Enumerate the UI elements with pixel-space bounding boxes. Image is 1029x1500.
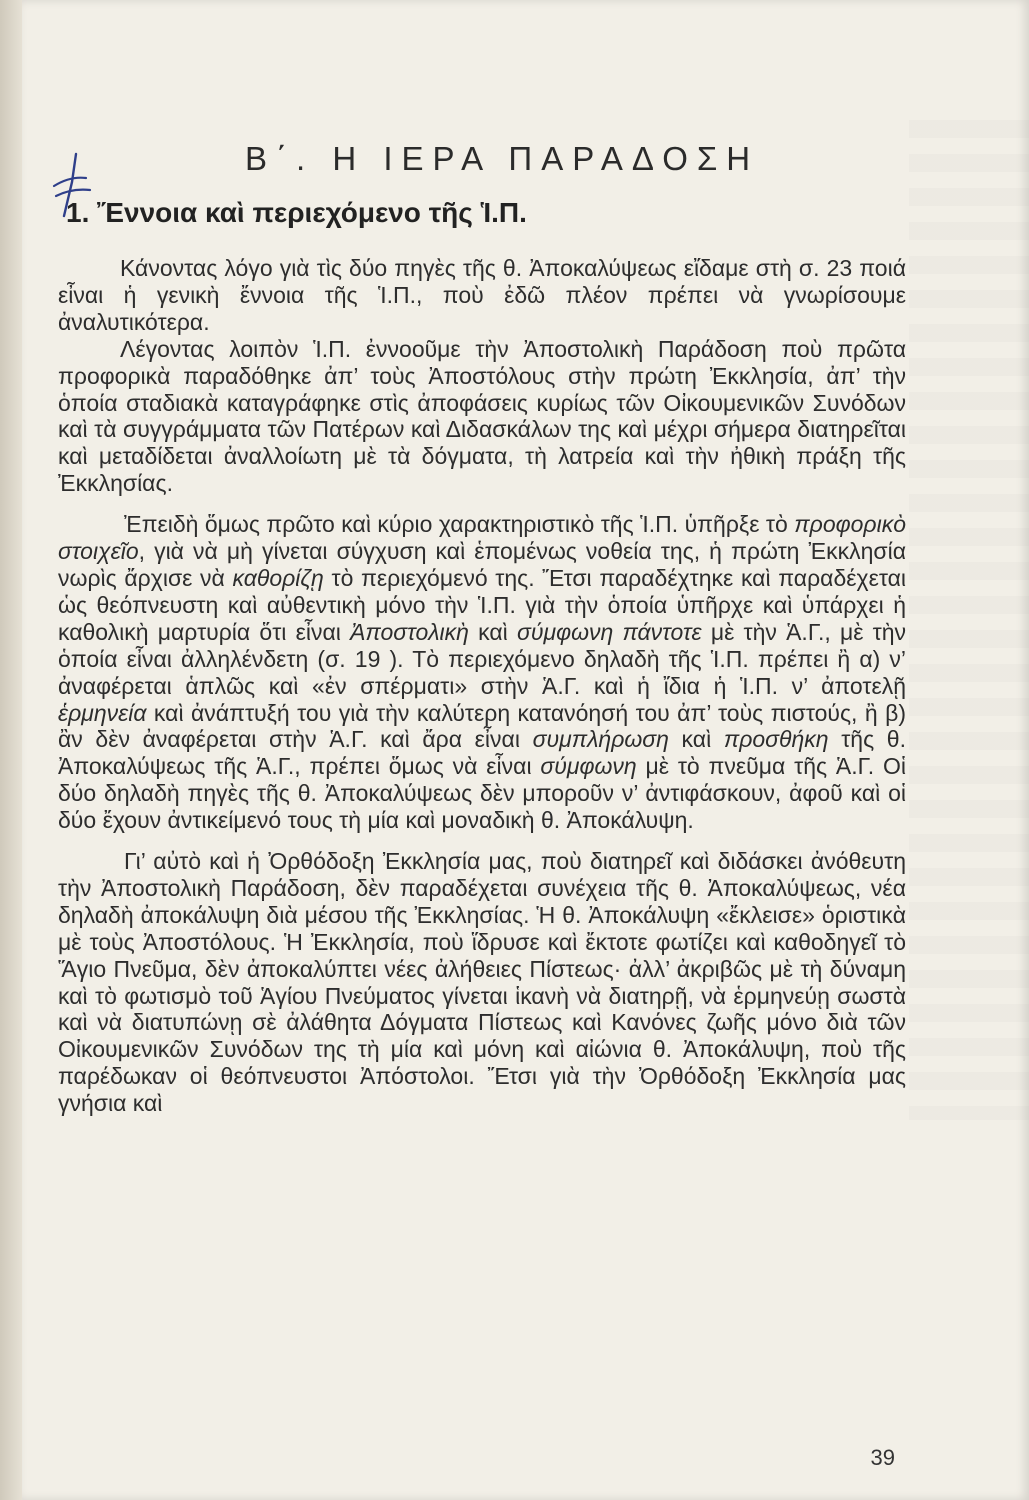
italic-emphasis: συμπλήρωση	[532, 726, 669, 753]
text-run: καὶ	[468, 618, 517, 645]
italic-emphasis: σύμφωνη πάντοτε	[516, 618, 702, 645]
italic-emphasis: προφορικὸ στοιχεῖο	[58, 511, 906, 565]
chapter-title: Β΄. Η ΙΕΡΑ ΠΑΡΑΔΟΣΗ	[245, 140, 760, 177]
text-run: Λέγοντας λοιπὸν Ἱ.Π. ἐννοοῦμε τὴν Ἀποστολικὴ Παράδοση ποὺ πρῶτα προφορικὰ παραδόθηκε ἀπ’ τοὺς Ἀποστόλους στὴν πρώτη Ἐκκλησία, ἀπ’ τὴν ὁποία σταδιακὰ καταγράφηκε στὶς ἀποφάσεις κυρίως τῶν Οἰκουμενικῶν Συνόδων καὶ τὰ συγγράμματα τῶν Πατέρων καὶ Διδασκάλων της καὶ μέχρι σήμερα διατηρεῖται καὶ μεταδίδεται ἀναλλοίωτη μὲ τὰ δόγματα, τὴ λατρεία καὶ τὴν ἠθικὴ πράξη τῆς Ἐκκλησίας.	[58, 335, 906, 497]
text-run: Ἐπειδὴ ὅμως πρῶτο καὶ κύριο χαρακτηριστικὸ τῆς Ἱ.Π. ὑπῆρξε τὸ	[124, 511, 795, 538]
italic-emphasis: Ἀποστολικὴ	[350, 618, 469, 645]
text-run: τῆς θ. Ἀποκαλύψεως τῆς Ἁ.Γ., πρέπει ὅμως νὰ εἶναι	[58, 726, 906, 780]
text-run: , γιὰ νὰ μὴ γίνεται σύγχυση καὶ ἑπομένως νοθεία της, ἡ πρώτη Ἐκκλησία νωρὶς ἄρχισε νὰ	[58, 538, 906, 591]
show-through-text	[909, 120, 1029, 1120]
text-run: καὶ	[668, 726, 724, 753]
italic-emphasis: ἑρμηνεία	[58, 699, 147, 726]
italic-emphasis: καθορίζῃ	[232, 564, 324, 591]
paragraph	[58, 848, 906, 1117]
section-heading: 1. Ἔννοια καὶ περιεχόμενο τῆς Ἱ.Π.	[66, 197, 527, 228]
italic-emphasis: προσθήκη	[723, 726, 829, 753]
body-text	[58, 255, 906, 1117]
text-run: καὶ ἀνάπτυξή του γιὰ τὴν καλύτερη κατανόησή του ἀπ’ τοὺς πιστούς, ἢ β) ἂν δὲν ἀναφέρεται στὴν Ἁ.Γ. καὶ ἄρα εἶναι	[58, 699, 906, 753]
paragraph	[58, 255, 906, 336]
text-run: μὲ τὸ πνεῦμα τῆς Ἁ.Γ. Οἱ δύο δηλαδὴ πηγὲς τῆς θ. Ἀποκαλύψεως δὲν μποροῦν ν’ ἀντιφάσκουν, ἀφοῦ καὶ οἱ δύο ἔχουν ἀντικείμενό τους τὴ μία καὶ μοναδικὴ θ. Ἀποκάλυψη.	[58, 753, 906, 834]
book-gutter	[0, 0, 22, 1500]
italic-emphasis: σύμφωνη	[540, 753, 637, 780]
page-number: 39	[870, 1445, 895, 1470]
text-run: Γι’ αὐτὸ καὶ ἡ Ὀρθόδοξη Ἐκκλησία μας, ποὺ διατηρεῖ καὶ διδάσκει ἀνόθευτη τὴν Ἀποστολικὴ Παράδοση, δὲν παραδέχεται συνέχεια τῆς θ. Ἀποκαλύψεως, νέα δηλαδὴ ἀποκάλυψη διὰ μέσου τῆς Ἐκκλησίας. Ἡ θ. Ἀποκάλυψη «ἔκλεισε» ὁριστικὰ μὲ τοὺς Ἀποστόλους. Ἡ Ἐκκλησία, ποὺ ἵδρυσε καὶ ἔκτοτε φωτίζει καὶ καθοδηγεῖ τὸ Ἅγιο Πνεῦμα, δὲν ἀποκαλύπτει νέες ἀλήθειες Πίστεως· ἀλλ’ ἀκριβῶς μὲ τὴ δύναμη καὶ τὸ φωτισμὸ τοῦ Ἁγίου Πνεύματος γίνεται ἱκανὴ νὰ διατηρῇ, νὰ ἑρμηνεύῃ σωστὰ καὶ νὰ διατυπώνῃ σὲ ἀλάθητα Δόγματα Πίστεως καὶ Κανόνες ζωῆς μόνο διὰ τῶν Οἰκουμενικῶν Συνόδων της τὴ μία καὶ μόνη καὶ αἰώνια θ. Ἀποκάλυψη, ποὺ τῆς παρέδωκαν οἱ θεόπνευστοι Ἀπόστολοι. Ἔτσι γιὰ τὴν Ὀρθόδοξη Ἐκκλησία μας γνήσια καὶ	[58, 848, 906, 1117]
text-run: μὲ τὴν Ἁ.Γ., μὲ τὴν ὁποία εἶναι ἀλληλένδετη (σ. 19 ). Τὸ περιεχόμενο δηλαδὴ τῆς Ἱ.Π. πρέπει ἢ α) ν’ ἀναφέρεται ἁπλῶς καὶ «ἐν σπέρματι» στὴν Ἁ.Γ. καὶ ἡ ἴδια ἡ Ἱ.Π. ν’ ἀποτελῇ	[58, 618, 907, 699]
paragraph	[58, 511, 906, 834]
text-run: τὸ περιεχόμενό της. Ἔτσι παραδέχτηκε καὶ παραδέχεται ὡς θεόπνευστη καὶ αὐθεντικὴ μόνο τὴν Ἱ.Π. γιὰ τὴν ὁποία ὑπῆρχε καὶ ὑπάρχει ἡ καθολικὴ μαρτυρία ὅτι εἶναι	[58, 564, 906, 645]
text-run: Κάνοντας λόγο γιὰ τὶς δύο πηγὲς τῆς θ. Ἀποκαλύψεως εἴδαμε στὴ σ. 23 ποιά εἶναι ἡ γενικὴ ἔννοια τῆς Ἱ.Π., ποὺ ἐδῶ πλέον πρέπει νὰ γνωρίσουμε ἀναλυτικότερα.	[58, 255, 906, 335]
paragraph	[58, 336, 906, 497]
